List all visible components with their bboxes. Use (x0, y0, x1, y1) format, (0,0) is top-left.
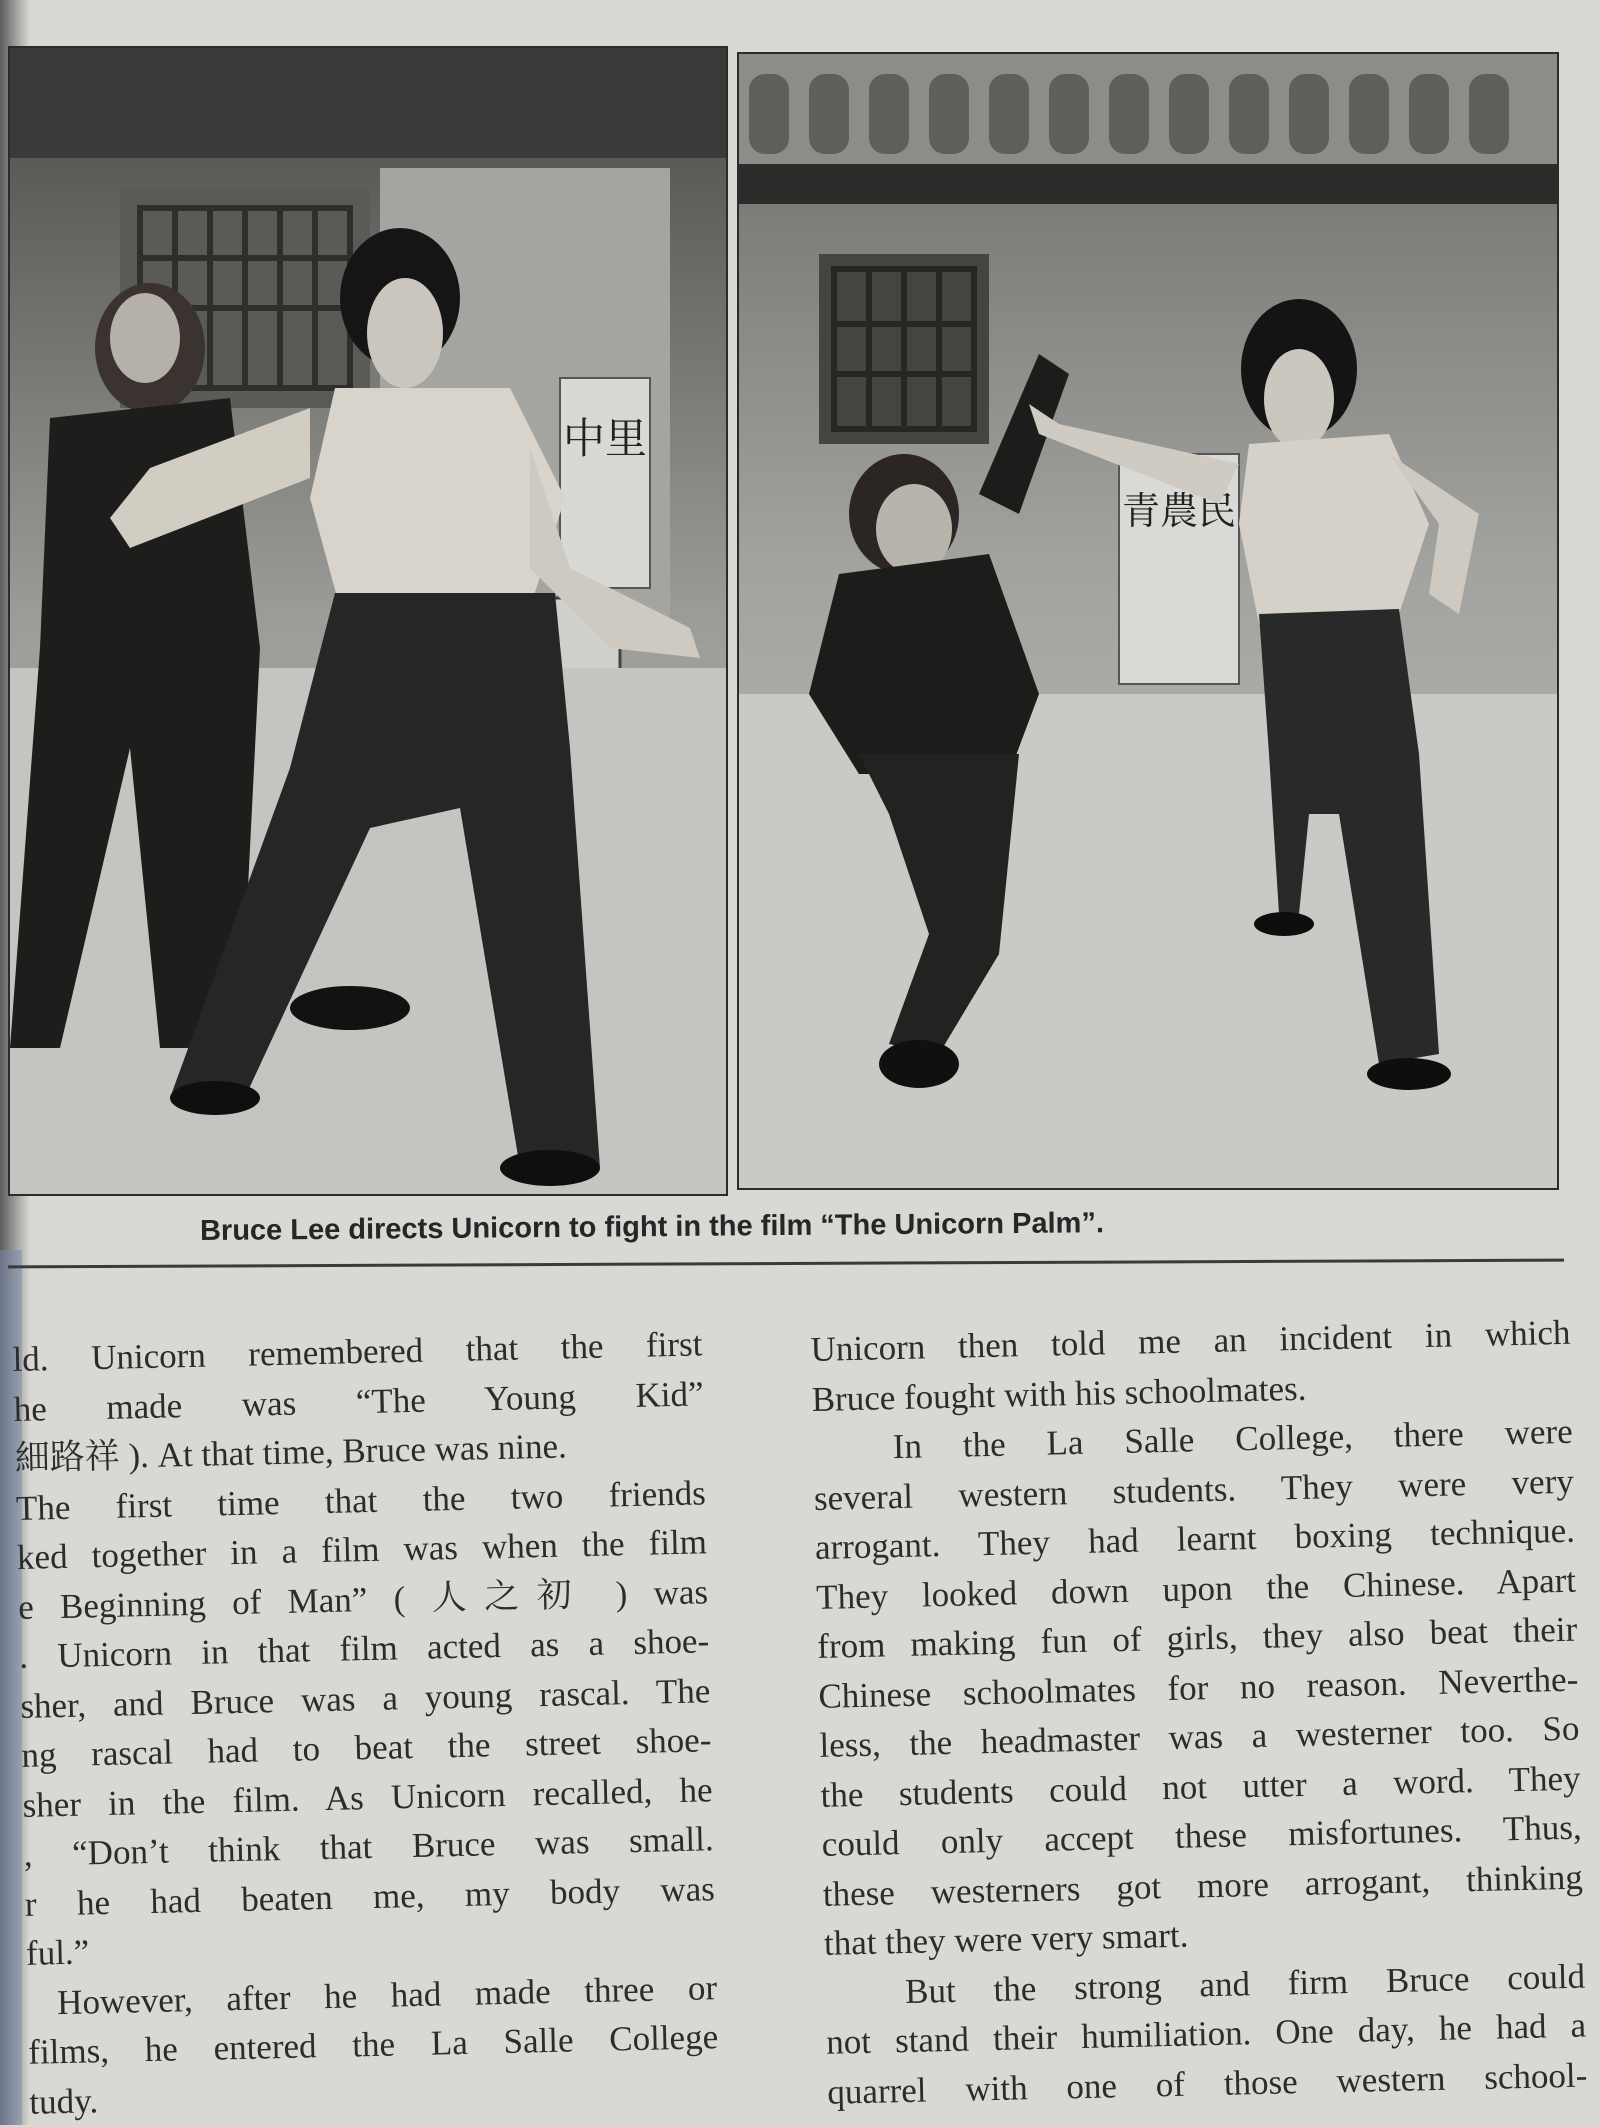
right-line-8: Chinese schoolmates for no reason. Neverthe- (817, 1659, 1579, 1716)
right-line-3: In the La Salle College, there were (892, 1411, 1574, 1467)
right-line-6: They looked down upon the Chinese. Apart (815, 1560, 1577, 1617)
left-line-9: ng rascal had to beat the street shoe- (21, 1720, 712, 1775)
right-line-14: But the strong and firm Bruce could (904, 1956, 1586, 2011)
right-line-9: less, the headmaster was a westerner too. So (819, 1708, 1580, 1765)
right-line-4: several western students. They were very (813, 1461, 1575, 1518)
right-line-5: arrogant. They had learnt boxing technique. (814, 1510, 1576, 1567)
right-line-13: that they were very smart. (823, 1915, 1189, 1963)
left-line-14: However, after he had made three or (56, 1967, 718, 2022)
left-line-3: 細路祥 ). At that time, Bruce was nine. (14, 1426, 568, 1478)
left-line-16: tudy. (28, 2080, 99, 2122)
right-line-11: could only accept these misfortunes. Thus, (821, 1807, 1583, 1864)
right-line-10: the students could not utter a word. They (820, 1758, 1581, 1815)
photo-right-illustration (739, 54, 1557, 1188)
left-line-8: sher, and Bruce was a young rascal. The (19, 1670, 711, 1726)
left-line-5: ked together in a film was when the film (16, 1522, 708, 1577)
photo-bruce-lee-and-unicorn-left (8, 46, 728, 1196)
left-line-10: sher in the film. As Unicorn recalled, he (22, 1769, 713, 1825)
right-line-15: not stand their humiliation. One day, he had a (825, 2005, 1587, 2062)
left-line-13: ful.” (25, 1932, 90, 1973)
right-line-16: quarrel with one of those western school- (826, 2055, 1588, 2112)
left-line-6: e Beginning of Man” ( 人之初 ) was (17, 1571, 709, 1627)
left-line-11: , “Don’t think that Bruce was small. (23, 1819, 715, 1874)
left-line-7: . Unicorn in that film acted as a shoe- (18, 1621, 710, 1676)
left-line-2: he made was “The Young Kid” (13, 1373, 704, 1429)
right-line-12: these westerners got more arrogant, thinking (822, 1857, 1584, 1914)
photo-caption: Bruce Lee directs Unicorn to fight in the film “The Unicorn Palm”. (199, 1207, 1105, 1248)
left-line-1: ld. Unicorn remembered that the first (12, 1324, 703, 1379)
right-line-7: from making fun of girls, they also beat their (816, 1609, 1578, 1666)
left-text-column (12, 1319, 720, 2126)
right-sign-text: 青農民 (1121, 491, 1237, 533)
left-line-12: r he had beaten me, my body was (24, 1868, 716, 1924)
caption-divider (8, 1259, 1564, 1269)
photo-bruce-lee-and-unicorn-right (737, 52, 1559, 1190)
right-line-2: Bruce fought with his schoolmates. (811, 1368, 1307, 1419)
right-text-column (810, 1308, 1588, 2117)
left-line-15: films, he entered the La Salle College (27, 2017, 719, 2072)
left-sign-text: 中里 (562, 417, 648, 463)
left-line-4: The first time that the two friends (15, 1472, 707, 1528)
photo-left-illustration (10, 48, 726, 1194)
right-line-1: Unicorn then told me an incident in which (810, 1312, 1571, 1369)
